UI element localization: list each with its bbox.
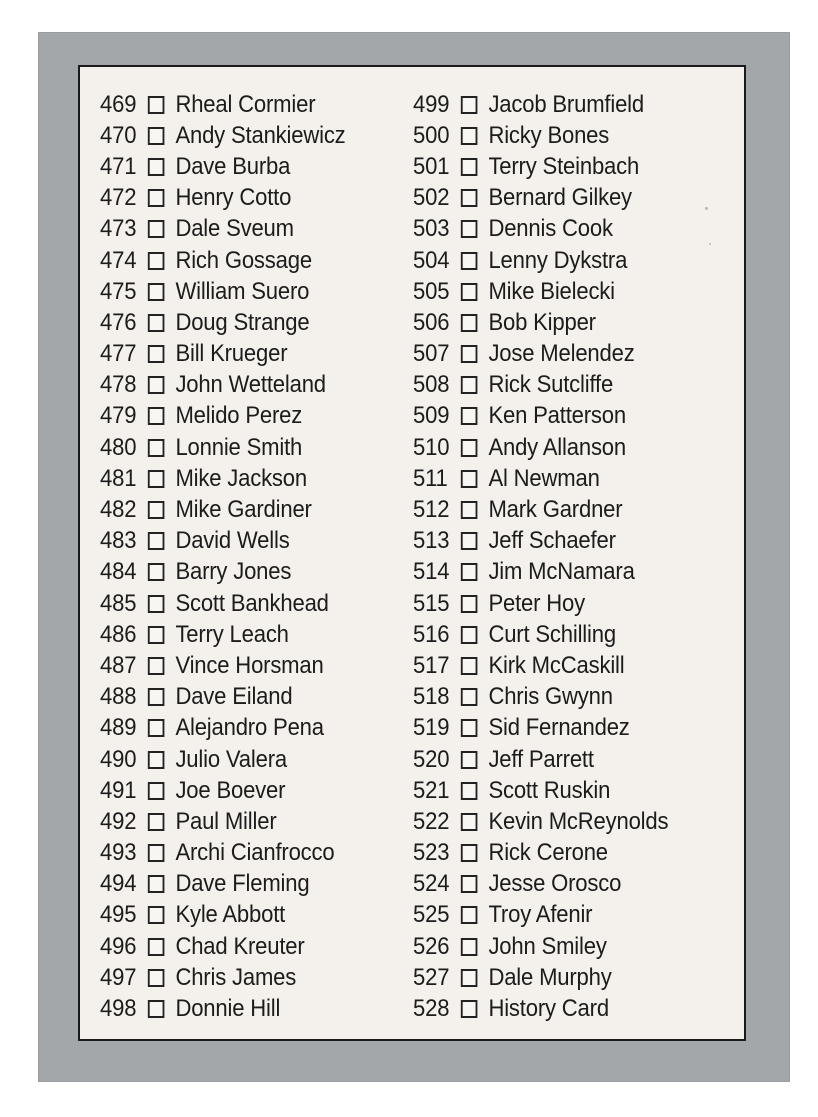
checklist-entry xyxy=(413,869,668,900)
checkbox[interactable] xyxy=(148,813,165,831)
player-name: Jesse Orosco xyxy=(488,870,622,898)
checklist-entry xyxy=(100,993,346,1024)
checkbox[interactable] xyxy=(461,719,478,737)
player-name: Mike Bielecki xyxy=(488,277,615,305)
checkbox[interactable] xyxy=(461,439,478,457)
player-name: Dale Sveum xyxy=(175,215,294,243)
checkbox[interactable] xyxy=(148,439,165,457)
player-name: Dave Eiland xyxy=(175,683,293,711)
card-number: 505 xyxy=(413,277,450,305)
checklist-entry xyxy=(100,806,346,837)
checklist-entry xyxy=(100,775,346,806)
card-number: 493 xyxy=(100,839,137,867)
player-name: Melido Perez xyxy=(175,402,303,430)
checkbox[interactable] xyxy=(461,189,478,207)
card-number: 482 xyxy=(100,496,137,524)
card-number: 479 xyxy=(100,402,137,430)
card-number: 481 xyxy=(100,464,137,492)
player-name: Chris James xyxy=(175,963,297,991)
card-number: 469 xyxy=(100,90,137,118)
checklist-entry xyxy=(413,307,668,338)
checkbox[interactable] xyxy=(461,563,478,581)
card-number: 476 xyxy=(100,308,137,336)
checklist-entry xyxy=(413,120,668,151)
card-number: 501 xyxy=(413,152,450,180)
checkbox[interactable] xyxy=(148,96,165,114)
checkbox[interactable] xyxy=(148,501,165,519)
card-number: 484 xyxy=(100,558,137,586)
checkbox[interactable] xyxy=(461,96,478,114)
player-name: Chad Kreuter xyxy=(175,932,305,960)
checklist-entry xyxy=(100,245,346,276)
player-name: Rick Sutcliffe xyxy=(488,371,614,399)
card-number: 470 xyxy=(100,121,137,149)
card-number: 480 xyxy=(100,433,137,461)
card-number: 473 xyxy=(100,215,137,243)
checklist-entry xyxy=(100,494,346,525)
card-number: 518 xyxy=(413,683,450,711)
checkbox[interactable] xyxy=(148,657,165,675)
checkbox[interactable] xyxy=(148,532,165,550)
player-name: Dale Murphy xyxy=(488,963,612,991)
player-name: Scott Bankhead xyxy=(175,589,329,617)
checkbox[interactable] xyxy=(461,626,478,644)
checklist-entry xyxy=(413,806,668,837)
player-name: David Wells xyxy=(175,527,290,555)
checkbox[interactable] xyxy=(148,844,165,862)
player-name: John Wetteland xyxy=(175,371,326,399)
checklist-entry xyxy=(100,900,346,931)
checklist-entry xyxy=(413,494,668,525)
card-number: 477 xyxy=(100,340,137,368)
card-number: 492 xyxy=(100,807,137,835)
player-name: Terry Leach xyxy=(175,620,289,648)
checkbox[interactable] xyxy=(148,470,165,488)
checklist-entry xyxy=(413,838,668,869)
checkbox[interactable] xyxy=(461,283,478,301)
checkbox[interactable] xyxy=(461,813,478,831)
checklist-entry xyxy=(100,619,346,650)
player-name: Dave Burba xyxy=(175,152,291,180)
player-name: Archi Cianfrocco xyxy=(175,839,335,867)
player-name: Rick Cerone xyxy=(488,839,608,867)
checkbox[interactable] xyxy=(148,938,165,956)
card-number: 472 xyxy=(100,184,137,212)
card-number: 487 xyxy=(100,651,137,679)
checkbox[interactable] xyxy=(148,314,165,332)
player-name: Sid Fernandez xyxy=(488,714,630,742)
checkbox[interactable] xyxy=(148,563,165,581)
checkbox[interactable] xyxy=(461,376,478,394)
checkbox[interactable] xyxy=(148,127,165,145)
card-number: 500 xyxy=(413,121,450,149)
player-name: Andy Allanson xyxy=(488,433,626,461)
player-name: Lenny Dykstra xyxy=(488,246,628,274)
checklist-entry xyxy=(413,432,668,463)
checklist-entry xyxy=(100,463,346,494)
player-name: Joe Boever xyxy=(175,776,286,804)
checkbox[interactable] xyxy=(461,470,478,488)
checklist-column-right xyxy=(413,89,691,1025)
checkbox[interactable] xyxy=(461,532,478,550)
checkbox[interactable] xyxy=(148,875,165,893)
card-number: 507 xyxy=(413,340,450,368)
card-number: 475 xyxy=(100,277,137,305)
card-number: 485 xyxy=(100,589,137,617)
card-number: 512 xyxy=(413,496,450,524)
checklist-column-left xyxy=(100,89,367,1025)
checkbox[interactable] xyxy=(461,501,478,519)
checkbox[interactable] xyxy=(148,782,165,800)
card-number: 478 xyxy=(100,371,137,399)
player-name: Jeff Parrett xyxy=(488,745,594,773)
player-name: Dave Fleming xyxy=(175,870,310,898)
player-name: Dennis Cook xyxy=(488,215,613,243)
card-number: 498 xyxy=(100,995,137,1023)
card-number: 474 xyxy=(100,246,137,274)
checkbox[interactable] xyxy=(148,252,165,270)
player-name: Ricky Bones xyxy=(488,121,610,149)
player-name: Jeff Schaefer xyxy=(488,527,616,555)
player-name: Julio Valera xyxy=(175,745,287,773)
player-name: Vince Horsman xyxy=(175,651,324,679)
card-number: 520 xyxy=(413,745,450,773)
checklist-entry xyxy=(100,276,346,307)
player-name: Rheal Cormier xyxy=(175,90,316,118)
checklist-entry xyxy=(100,89,346,120)
card-number: 519 xyxy=(413,714,450,742)
player-name: Kirk McCaskill xyxy=(488,651,625,679)
card-number: 483 xyxy=(100,527,137,555)
card-number: 514 xyxy=(413,558,450,586)
checklist-entry xyxy=(100,557,346,588)
checklist-entry xyxy=(100,339,346,370)
checklist-entry xyxy=(413,962,668,993)
checkbox[interactable] xyxy=(461,252,478,270)
checkbox[interactable] xyxy=(461,1000,478,1018)
checklist-panel xyxy=(78,65,746,1041)
checkbox[interactable] xyxy=(461,657,478,675)
card-number: 525 xyxy=(413,901,450,929)
checklist-entry xyxy=(413,931,668,962)
checkbox[interactable] xyxy=(148,719,165,737)
checkbox[interactable] xyxy=(461,220,478,238)
card-number: 489 xyxy=(100,714,137,742)
player-name: Terry Steinbach xyxy=(488,152,640,180)
checkbox[interactable] xyxy=(148,376,165,394)
checklist-entry xyxy=(100,713,346,744)
player-name: Kevin McReynolds xyxy=(488,807,669,835)
print-speck xyxy=(709,243,711,245)
checklist-entry xyxy=(413,245,668,276)
checklist-entry xyxy=(100,401,346,432)
checklist-entry xyxy=(413,370,668,401)
checkbox[interactable] xyxy=(461,688,478,706)
card-number: 527 xyxy=(413,963,450,991)
card-number: 491 xyxy=(100,776,137,804)
player-name: William Suero xyxy=(175,277,310,305)
player-name: Al Newman xyxy=(488,464,600,492)
checkbox[interactable] xyxy=(461,938,478,956)
checkbox[interactable] xyxy=(148,189,165,207)
checkbox[interactable] xyxy=(461,345,478,363)
card-number: 526 xyxy=(413,932,450,960)
checklist-entry xyxy=(100,838,346,869)
player-name: Andy Stankiewicz xyxy=(175,121,346,149)
card-number: 511 xyxy=(413,464,448,492)
player-name: Jose Melendez xyxy=(488,340,635,368)
card-number: 494 xyxy=(100,870,137,898)
checklist-entry xyxy=(100,370,346,401)
player-name: Peter Hoy xyxy=(488,589,585,617)
checkbox[interactable] xyxy=(461,595,478,613)
checklist-entry xyxy=(100,962,346,993)
checkbox[interactable] xyxy=(148,1000,165,1018)
card-number: 522 xyxy=(413,807,450,835)
checklist-entry xyxy=(413,401,668,432)
checklist-entry xyxy=(100,432,346,463)
checklist-entry xyxy=(100,214,346,245)
player-name: John Smiley xyxy=(488,932,607,960)
checkbox[interactable] xyxy=(148,158,165,176)
card-number: 496 xyxy=(100,932,137,960)
card-number: 497 xyxy=(100,963,137,991)
player-name: Chris Gwynn xyxy=(488,683,613,711)
card-number: 499 xyxy=(413,90,450,118)
checklist-card xyxy=(38,32,790,1082)
player-name: Mike Jackson xyxy=(175,464,307,492)
checklist-entry xyxy=(100,183,346,214)
checkbox[interactable] xyxy=(148,407,165,425)
card-number: 506 xyxy=(413,308,450,336)
checklist-entry xyxy=(100,869,346,900)
checkbox[interactable] xyxy=(148,345,165,363)
player-name: Curt Schilling xyxy=(488,620,616,648)
checkbox[interactable] xyxy=(461,407,478,425)
card-number: 504 xyxy=(413,246,450,274)
card-number: 513 xyxy=(413,527,450,555)
checkbox[interactable] xyxy=(148,595,165,613)
checklist-entry xyxy=(413,619,668,650)
checkbox[interactable] xyxy=(148,688,165,706)
checkbox[interactable] xyxy=(148,969,165,987)
checkbox[interactable] xyxy=(148,906,165,924)
checklist-entry xyxy=(413,588,668,619)
player-name: Alejandro Pena xyxy=(175,714,324,742)
player-name: Henry Cotto xyxy=(175,184,292,212)
card-number: 524 xyxy=(413,870,450,898)
checklist-entry xyxy=(100,682,346,713)
checkbox[interactable] xyxy=(148,751,165,769)
checklist-entry xyxy=(413,900,668,931)
card-number: 517 xyxy=(413,651,450,679)
card-number: 521 xyxy=(413,776,450,804)
checkbox[interactable] xyxy=(461,875,478,893)
checkbox[interactable] xyxy=(461,158,478,176)
card-number: 510 xyxy=(413,433,450,461)
checklist-entry xyxy=(100,120,346,151)
player-name: History Card xyxy=(488,995,609,1023)
checklist-entry xyxy=(413,775,668,806)
card-number: 495 xyxy=(100,901,137,929)
checklist-entry xyxy=(100,931,346,962)
checklist-entry xyxy=(100,744,346,775)
checklist-entry xyxy=(413,183,668,214)
checklist-entry xyxy=(100,307,346,338)
player-name: Ken Patterson xyxy=(488,402,626,430)
card-number: 486 xyxy=(100,620,137,648)
player-name: Kyle Abbott xyxy=(175,901,286,929)
checklist-entry xyxy=(413,151,668,182)
checklist-entry xyxy=(100,650,346,681)
player-name: Lonnie Smith xyxy=(175,433,303,461)
checklist-entry xyxy=(413,713,668,744)
card-number: 503 xyxy=(413,215,450,243)
card-number: 523 xyxy=(413,839,450,867)
player-name: Mark Gardner xyxy=(488,496,623,524)
checklist-entry xyxy=(413,650,668,681)
card-number: 471 xyxy=(100,152,137,180)
checklist-entry xyxy=(413,993,668,1024)
checklist-entry xyxy=(100,526,346,557)
print-speck xyxy=(705,207,708,210)
card-number: 488 xyxy=(100,683,137,711)
checklist-entry xyxy=(413,682,668,713)
player-name: Jim McNamara xyxy=(488,558,635,586)
checkbox[interactable] xyxy=(461,782,478,800)
checklist-entry xyxy=(100,151,346,182)
card-number: 515 xyxy=(413,589,450,617)
checkbox[interactable] xyxy=(148,283,165,301)
checklist-entry xyxy=(100,588,346,619)
player-name: Rich Gossage xyxy=(175,246,312,274)
player-name: Mike Gardiner xyxy=(175,496,312,524)
checklist-entry xyxy=(413,214,668,245)
checkbox[interactable] xyxy=(461,314,478,332)
card-number: 528 xyxy=(413,995,450,1023)
player-name: Bill Krueger xyxy=(175,340,288,368)
player-name: Troy Afenir xyxy=(488,901,593,929)
player-name: Doug Strange xyxy=(175,308,310,336)
card-number: 509 xyxy=(413,402,450,430)
player-name: Bernard Gilkey xyxy=(488,184,632,212)
checkbox[interactable] xyxy=(148,220,165,238)
player-name: Bob Kipper xyxy=(488,308,596,336)
checklist-entry xyxy=(413,339,668,370)
player-name: Barry Jones xyxy=(175,558,292,586)
checklist-entry xyxy=(413,89,668,120)
checklist-entry xyxy=(413,526,668,557)
checkbox[interactable] xyxy=(461,906,478,924)
card-number: 502 xyxy=(413,184,450,212)
checklist-entry xyxy=(413,463,668,494)
checkbox[interactable] xyxy=(461,844,478,862)
player-name: Donnie Hill xyxy=(175,995,281,1023)
card-number: 508 xyxy=(413,371,450,399)
checkbox[interactable] xyxy=(461,751,478,769)
checklist-entry xyxy=(413,557,668,588)
player-name: Scott Ruskin xyxy=(488,776,611,804)
card-number: 516 xyxy=(413,620,450,648)
checkbox[interactable] xyxy=(461,127,478,145)
player-name: Jacob Brumfield xyxy=(488,90,645,118)
checkbox[interactable] xyxy=(461,969,478,987)
checkbox[interactable] xyxy=(148,626,165,644)
card-number: 490 xyxy=(100,745,137,773)
checklist-entry xyxy=(413,276,668,307)
player-name: Paul Miller xyxy=(175,807,277,835)
checklist-entry xyxy=(413,744,668,775)
